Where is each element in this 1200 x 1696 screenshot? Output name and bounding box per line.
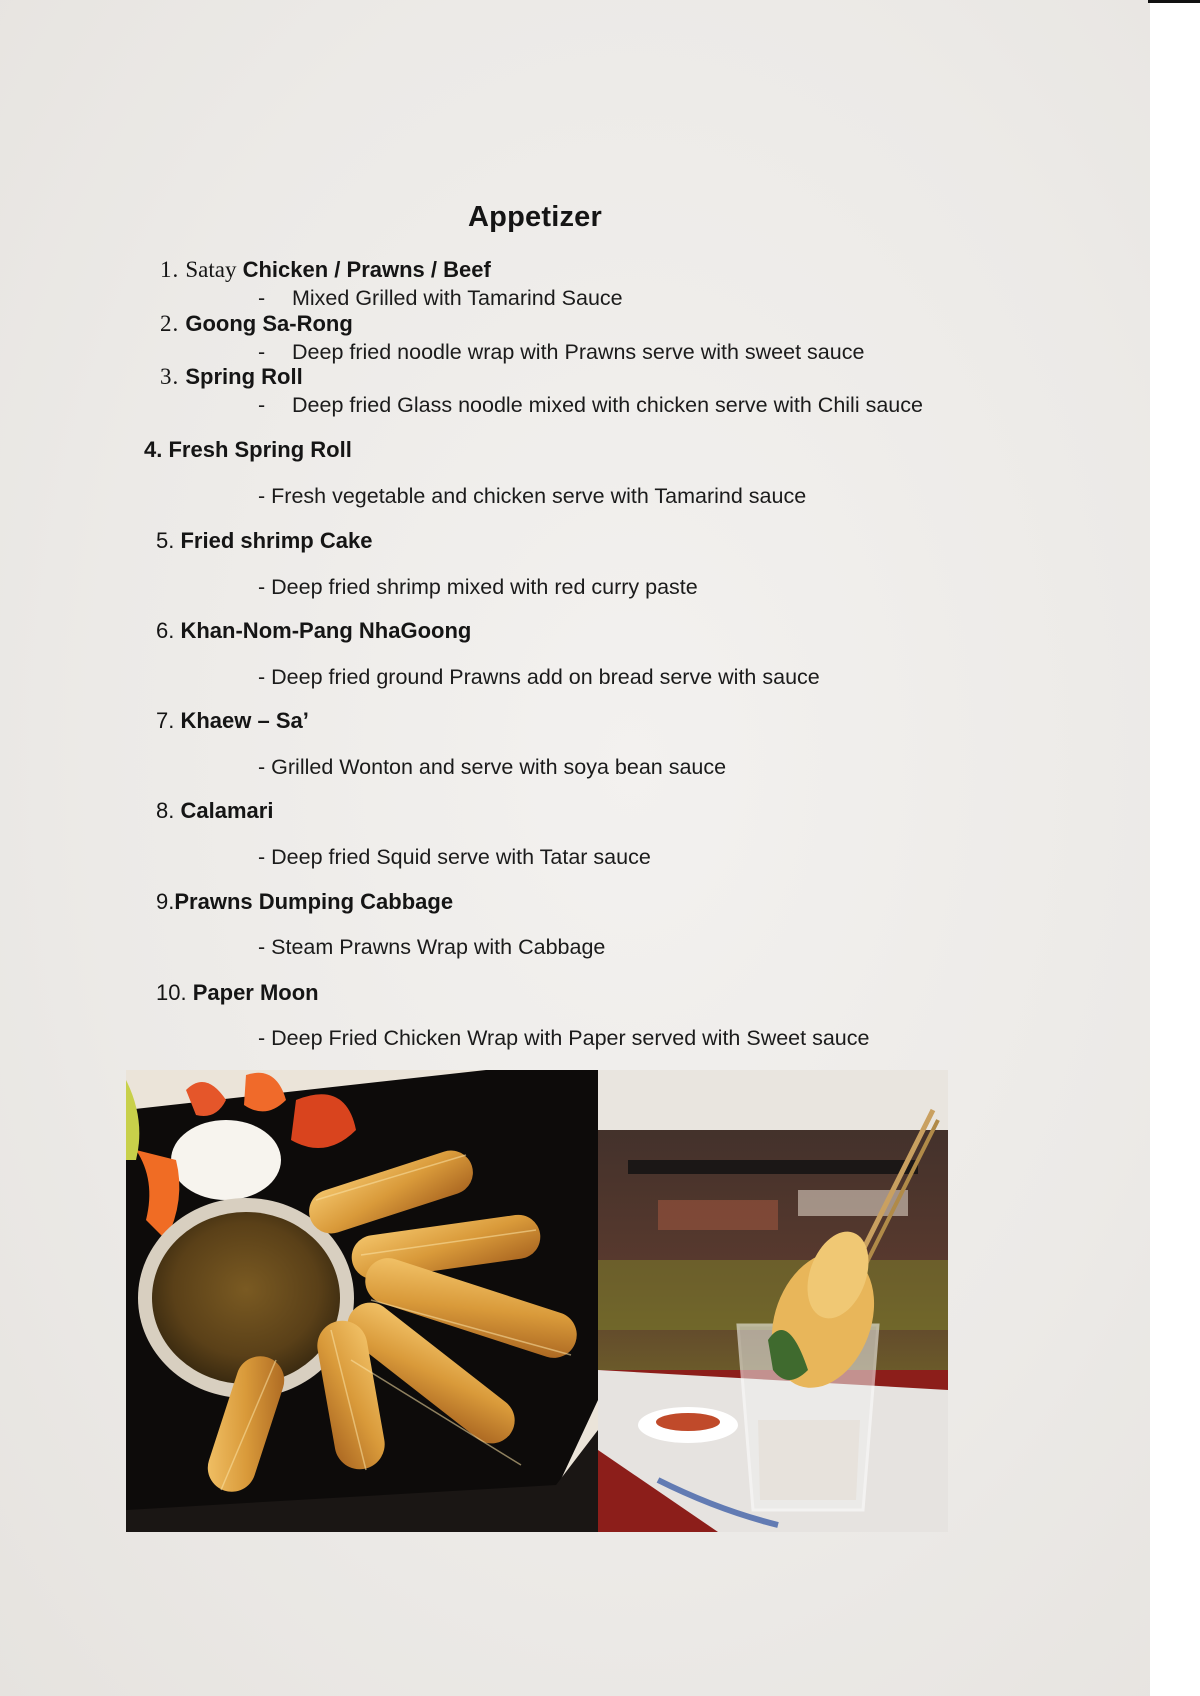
menu-item-2: 2. Goong Sa-Rong xyxy=(160,311,353,336)
menu-item-5: 5. Fried shrimp Cake xyxy=(156,528,373,553)
menu-item-3-description: - Deep fried Glass noodle mixed with chicken serve with Chili sauce xyxy=(258,393,923,417)
prawn-skewer-glass-photo xyxy=(598,1070,948,1532)
menu-item-10-description: - Deep Fried Chicken Wrap with Paper served with Sweet sauce xyxy=(258,1026,870,1050)
menu-item-6: 6. Khan-Nom-Pang NhaGoong xyxy=(156,618,472,643)
menu-item-7: 7. Khaew – Sa’ xyxy=(156,708,309,733)
scan-edge-mark xyxy=(1148,0,1200,3)
menu-item-9-description: - Steam Prawns Wrap with Cabbage xyxy=(258,935,606,959)
menu-item-8-description: - Deep fried Squid serve with Tatar sauce xyxy=(258,845,651,869)
menu-item-5-description: - Deep fried shrimp mixed with red curry paste xyxy=(258,575,698,599)
menu-item-4: 4. Fresh Spring Roll xyxy=(144,437,352,462)
fried-prawn-rolls-photo xyxy=(126,1070,598,1532)
menu-item-10: 10. Paper Moon xyxy=(156,980,319,1005)
menu-item-9: 9.Prawns Dumping Cabbage xyxy=(156,889,454,914)
menu-item-2-description: - Deep fried noodle wrap with Prawns serve with sweet sauce xyxy=(258,340,865,364)
menu-item-7-description: - Grilled Wonton and serve with soya bean sauce xyxy=(258,755,727,779)
menu-item-6-description: - Deep fried ground Prawns add on bread serve with sauce xyxy=(258,665,820,689)
menu-item-8: 8. Calamari xyxy=(156,798,274,823)
menu-item-1-description: - Mixed Grilled with Tamarind Sauce xyxy=(258,286,623,310)
menu-item-3: 3. Spring Roll xyxy=(160,364,303,389)
menu-item-4-description: - Fresh vegetable and chicken serve with Tamarind sauce xyxy=(258,484,807,508)
page-title: Appetizer xyxy=(468,201,602,233)
menu-item-1: 1. Satay Chicken / Prawns / Beef xyxy=(160,257,491,282)
